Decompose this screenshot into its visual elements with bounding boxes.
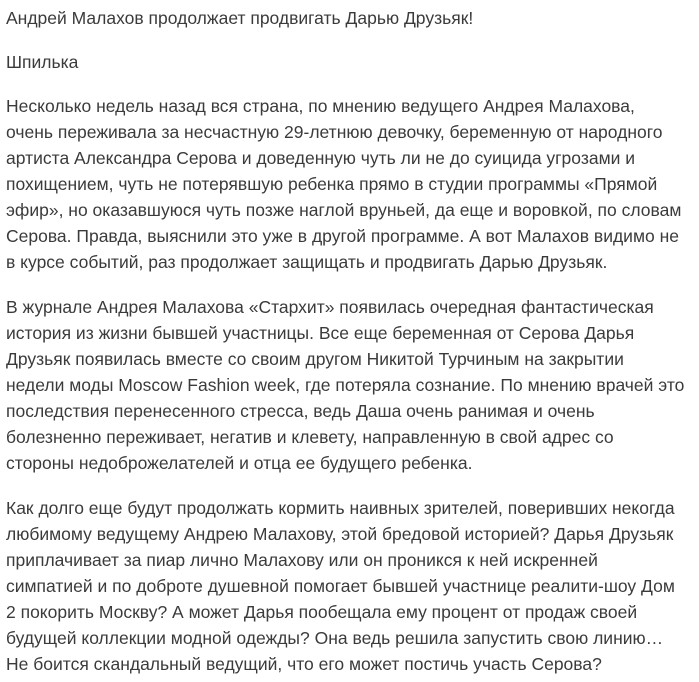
paragraph-line: похищением, чуть не потерявшую ребенка прямо в студии программы «Прямой bbox=[6, 174, 658, 194]
paragraph-line: Не боится скандальный ведущий, что его может постичь участь Серова? bbox=[6, 654, 602, 674]
paragraph-line: очень переживала за несчастную 29-летнюю девочку, беременную от народного bbox=[6, 122, 663, 142]
paragraph-line: В журнале Андрея Малахова «Стархит» появилась очередная фантастическая bbox=[6, 297, 654, 317]
article-source: Шпилька bbox=[6, 52, 79, 72]
paragraph-line: любимому ведущему Андрею Малахову, этой бредовой историей? Дарья Друзьяк bbox=[6, 524, 674, 544]
paragraph-line: Друзьяк появилась вместе со своим другом Никитой Турчиным на закрытии bbox=[6, 349, 624, 369]
paragraph-line: будущей коллекции модной одежды? Она ведь решила запустить свою линию… bbox=[6, 628, 664, 648]
paragraph-line: болезненно переживает, негатив и клевету, направленную в свой адрес со bbox=[6, 427, 614, 447]
paragraph-line: приплачивает за пиар лично Малахову или он проникся к ней искренней bbox=[6, 550, 598, 570]
paragraph-line: Несколько недель назад вся страна, по мнению ведущего Андрея Малахова, bbox=[6, 96, 635, 116]
article-title: Андрей Малахов продолжает продвигать Дарью Друзьяк! bbox=[6, 8, 474, 28]
paragraph-line: история из жизни бывшей участницы. Все еще беременная от Серова Дарья bbox=[6, 323, 635, 343]
paragraph-line: последствия перенесенного стресса, ведь Даша очень ранимая и очень bbox=[6, 401, 595, 421]
paragraph-line: недели моды Moscow Fashion week, где потеряла сознание. По мнению врачей это bbox=[6, 375, 685, 395]
paragraph-2 bbox=[6, 294, 691, 476]
paragraph-line: Серова. Правда, выяснили это уже в другой программе. А вот Малахов видимо не bbox=[6, 226, 679, 246]
paragraph-line: 2 покорить Москву? А может Дарья пообещала ему процент от продаж своей bbox=[6, 602, 638, 622]
paragraph-1 bbox=[6, 93, 691, 275]
paragraph-3 bbox=[6, 495, 691, 677]
paragraph-line: стороны недоброжелателей и отца ее будущего ребенка. bbox=[6, 453, 473, 473]
paragraph-line: Как долго еще будут продолжать кормить наивных зрителей, поверивших некогда bbox=[6, 498, 675, 518]
paragraph-line: симпатией и по доброте душевной помогает бывшей участнице реалити-шоу Дом bbox=[6, 576, 675, 596]
paragraph-line: артиста Александра Серова и доведенную чуть ли не до суицида угрозами и bbox=[6, 148, 636, 168]
paragraph-line: в курсе событий, раз продолжает защищать и продвигать Дарью Друзьяк. bbox=[6, 252, 608, 272]
paragraph-line: эфир», но оказавшуюся чуть позже наглой вруньей, да еще и воровкой, по словам bbox=[6, 200, 682, 220]
